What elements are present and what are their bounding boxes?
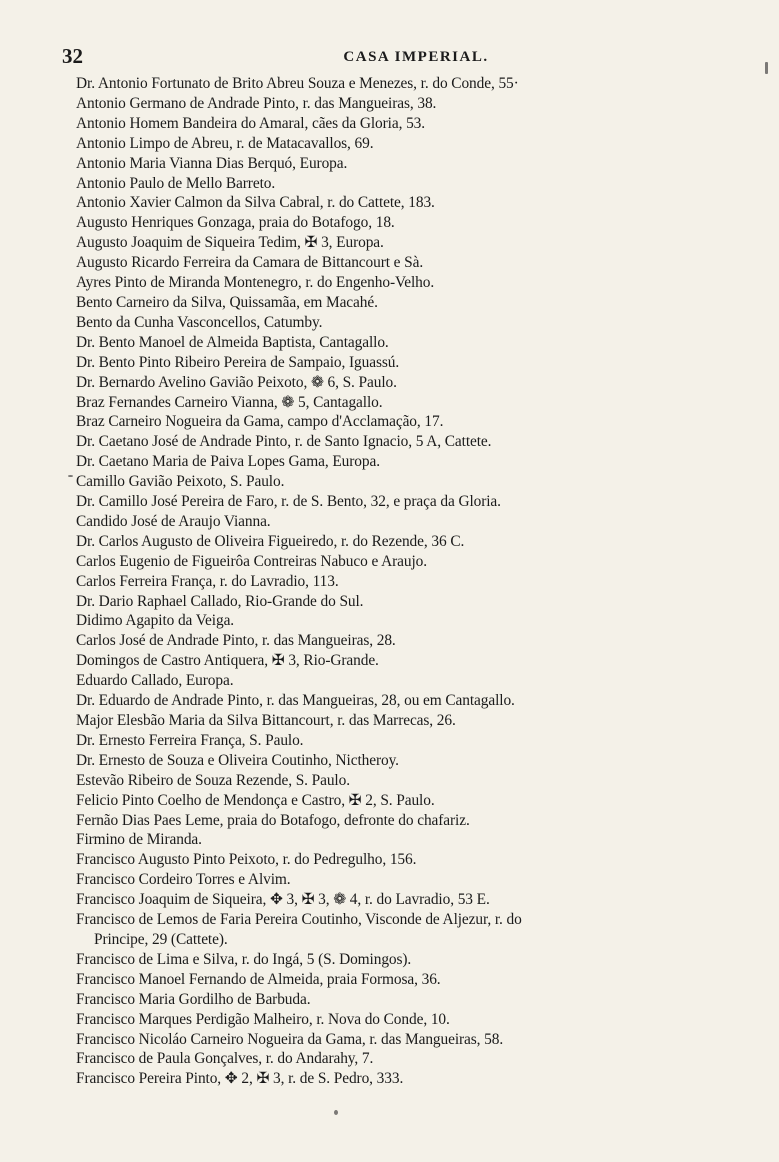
list-item: Antonio Homem Bandeira do Amaral, cães da Gloria, 53. [76, 114, 426, 132]
directory-list [76, 74, 756, 1089]
list-item: Bento Carneiro da Silva, Quissamãa, em Macahé. [76, 293, 378, 311]
list-item: Dr. Bento Manoel de Almeida Baptista, Cantagallo. [76, 333, 389, 351]
ink-speck [765, 62, 768, 74]
list-item: Francisco de Lemos de Faria Pereira Coutinho, Visconde de Aljezur, r. do [76, 911, 522, 929]
list-item: Felicio Pinto Coelho de Mendonça e Castro, ✠ 2, S. Paulo. [76, 791, 435, 809]
running-title: CASA IMPERIAL. [343, 49, 489, 65]
list-item: Braz Carneiro Nogueira da Gama, campo d'Acclamação, 17. [76, 413, 444, 431]
list-item: Antonio Maria Vianna Dias Berquó, Europa. [76, 154, 348, 172]
list-item: Dr. Camillo José Pereira de Faro, r. de S. Bento, 32, e praça da Gloria. [76, 493, 501, 511]
list-item: Francisco de Paula Gonçalves, r. do Andarahy, 7. [76, 1050, 374, 1068]
list-item: Dr. Caetano Maria de Paiva Lopes Gama, Europa. [76, 453, 380, 471]
list-item: Domingos de Castro Antiquera, ✠ 3, Rio-Grande. [76, 652, 379, 670]
list-item: Carlos Eugenio de Figueirôa Contreiras Nabuco e Araujo. [76, 552, 427, 570]
ink-speck [68, 475, 73, 477]
list-item: Firmino de Miranda. [76, 831, 202, 849]
list-item: Carlos José de Andrade Pinto, r. das Mangueiras, 28. [76, 632, 396, 650]
list-item: Didimo Agapito da Veiga. [76, 612, 235, 630]
page-number: 32 [62, 44, 83, 68]
list-item: Eduardo Callado, Europa. [76, 672, 234, 690]
list-item: Francisco Pereira Pinto, ✥ 2, ✠ 3, r. de S. Pedro, 333. [76, 1070, 404, 1088]
list-item: Major Elesbão Maria da Silva Bittancourt, r. das Marrecas, 26. [76, 712, 456, 729]
list-item: Fernão Dias Paes Leme, praia do Botafogo, defronte do chafariz. [76, 811, 470, 829]
list-item: Francisco Cordeiro Torres e Alvim. [76, 871, 291, 889]
list-item: Dr. Bernardo Avelino Gavião Peixoto, ❁ 6, S. Paulo. [76, 373, 397, 391]
list-item: Ayres Pinto de Miranda Montenegro, r. do Engenho-Velho. [76, 274, 435, 292]
list-item: Augusto Ricardo Ferreira da Camara de Bittancourt e Sà. [76, 254, 424, 272]
list-item: Candido José de Araujo Vianna. [76, 512, 271, 530]
list-item: Bento da Cunha Vasconcellos, Catumby. [76, 313, 323, 331]
list-item: Dr. Antonio Fortunato de Brito Abreu Souza e Menezes, r. do Conde, 55· [76, 75, 519, 92]
list-item: Camillo Gavião Peixoto, S. Paulo. [76, 473, 285, 491]
page-content [62, 44, 756, 1089]
list-item: Antonio Xavier Calmon da Silva Cabral, r. do Cattete, 183. [76, 194, 435, 212]
list-item: Dr. Bento Pinto Ribeiro Pereira de Sampaio, Iguassú. [76, 353, 400, 371]
list-item: Francisco Maria Gordilho de Barbuda. [76, 990, 311, 1008]
list-item: Francisco Manoel Fernando de Almeida, praia Formosa, 36. [76, 970, 441, 988]
list-item: Francisco Augusto Pinto Peixoto, r. do Pedregulho, 156. [76, 851, 417, 869]
list-item: Estevão Ribeiro de Souza Rezende, S. Paulo. [76, 771, 350, 789]
list-item: Augusto Joaquim de Siqueira Tedim, ✠ 3, Europa. [76, 234, 384, 252]
list-item: Dr. Eduardo de Andrade Pinto, r. das Mangueiras, 28, ou em Cantagallo. [76, 692, 515, 710]
list-item: Antonio Paulo de Mello Barreto. [76, 174, 276, 192]
list-item: Francisco Nicoláo Carneiro Nogueira da Gama, r. das Mangueiras, 58. [76, 1030, 504, 1048]
list-item: Carlos Ferreira França, r. do Lavradio, 113. [76, 572, 339, 590]
list-item: Francisco de Lima e Silva, r. do Ingá, 5 (S. Domingos). [76, 950, 412, 968]
list-item: Dr. Ernesto de Souza e Oliveira Coutinho, Nictheroy. [76, 751, 399, 769]
list-item: Dr. Carlos Augusto de Oliveira Figueiredo, r. do Rezende, 36 C. [76, 532, 465, 550]
list-item: Dr. Caetano José de Andrade Pinto, r. de Santo Ignacio, 5 A, Cattete. [76, 433, 492, 451]
list-item: Dr. Ernesto Ferreira França, S. Paulo. [76, 731, 304, 749]
page-header [62, 44, 756, 74]
list-item: Francisco Joaquim de Siqueira, ✥ 3, ✠ 3, ❁ 4, r. do Lavradio, 53 E. [76, 891, 490, 909]
list-item: Braz Fernandes Carneiro Vianna, ❁ 5, Cantagallo. [76, 393, 383, 411]
list-item: Dr. Dario Raphael Callado, Rio-Grande do Sul. [76, 592, 364, 610]
list-item: Antonio Limpo de Abreu, r. de Matacavallos, 69. [76, 134, 374, 152]
list-item: Augusto Henriques Gonzaga, praia do Botafogo, 18. [76, 214, 395, 232]
list-item: Francisco Marques Perdigão Malheiro, r. Nova do Conde, 10. [76, 1010, 450, 1028]
ink-speck [334, 1110, 338, 1115]
list-item-continuation: Principe, 29 (Cattete). [94, 930, 228, 948]
list-item: Antonio Germano de Andrade Pinto, r. das Mangueiras, 38. [76, 94, 437, 112]
